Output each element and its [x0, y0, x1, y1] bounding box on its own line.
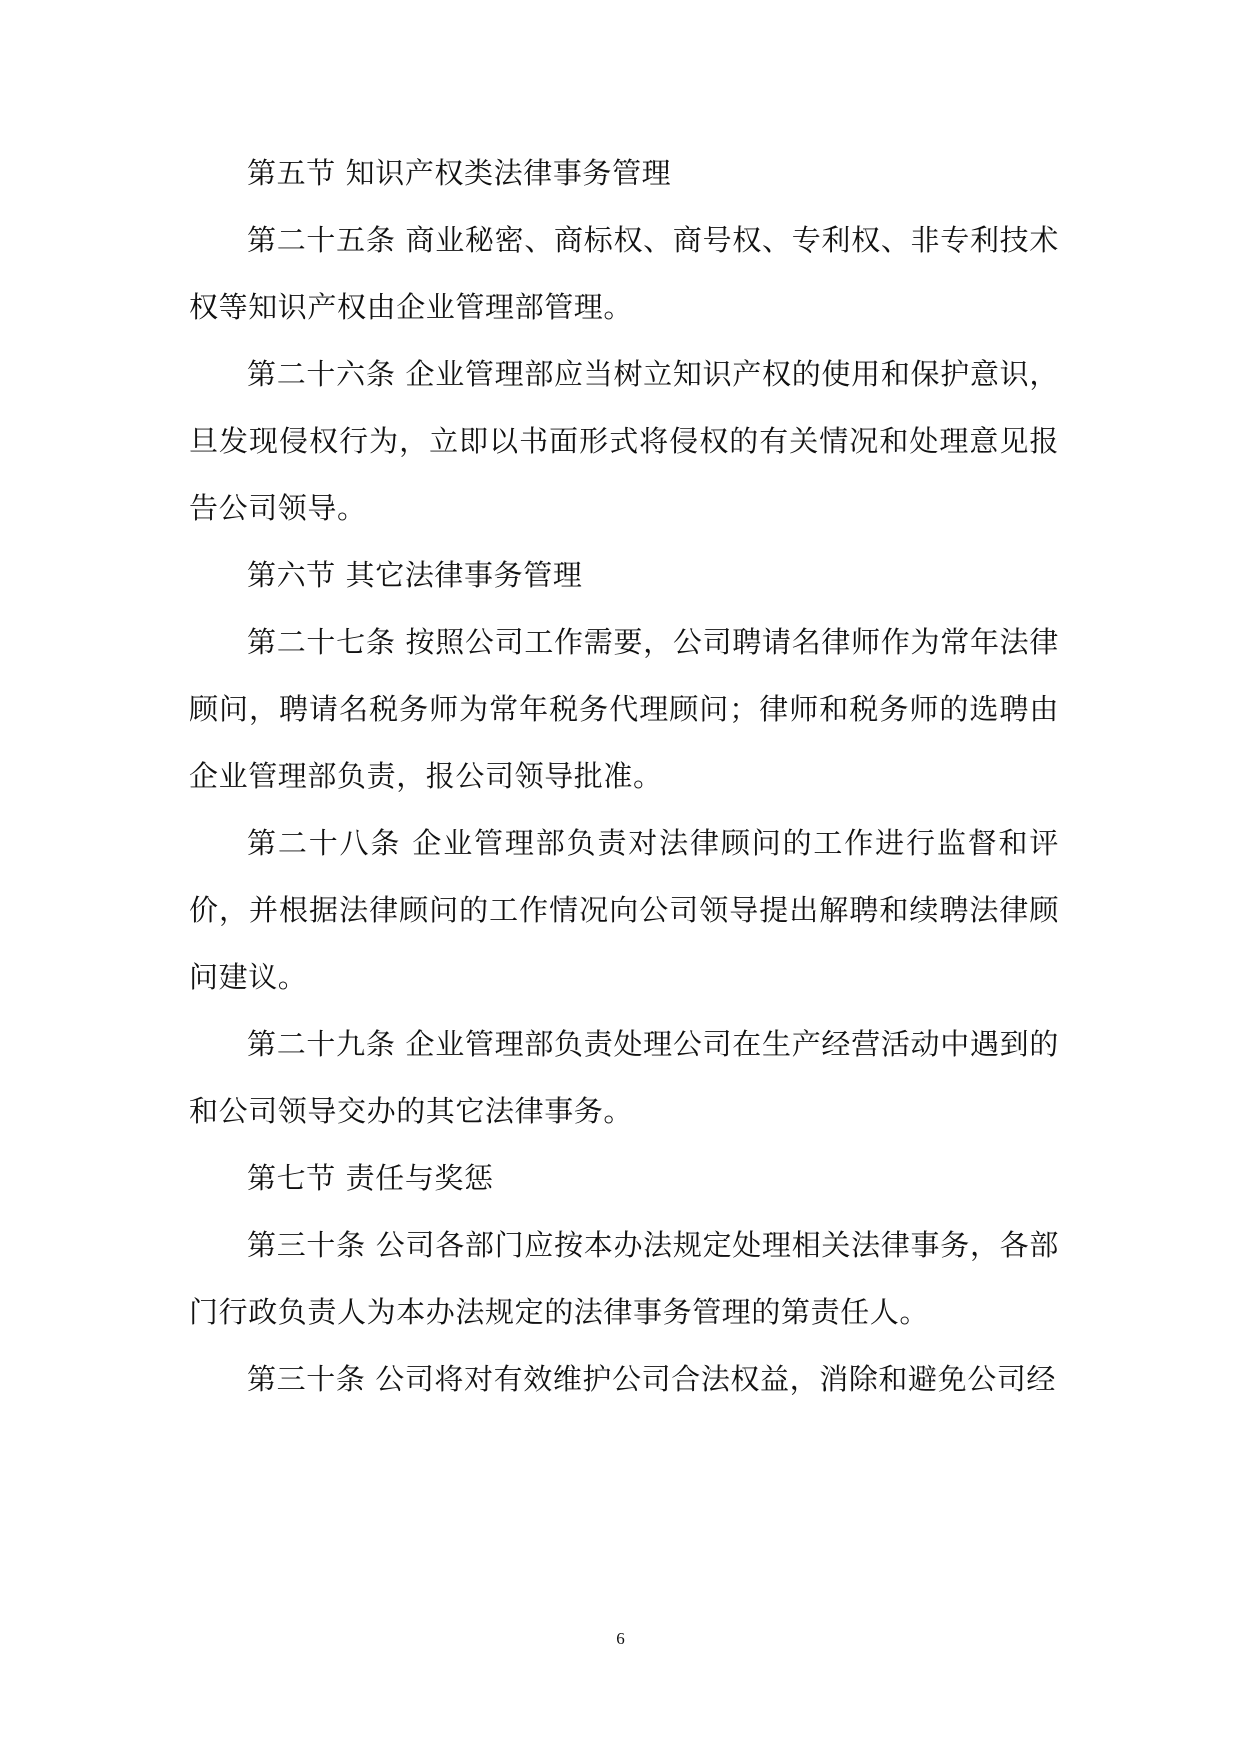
page-number: 6	[616, 1629, 625, 1648]
document-body	[189, 140, 1059, 1413]
article-30: 第三十条 公司各部门应按本办法规定处理相关法律事务，各部门行政负责人为本办法规定的法律事务管理的第责任人。	[189, 1228, 1059, 1329]
article-28: 第二十八条 企业管理部负责对法律顾问的工作进行监督和评价，并根据法律顾问的工作情况向公司领导提出解聘和续聘法律顾问建议。	[189, 826, 1059, 994]
article-29: 第二十九条 企业管理部负责处理公司在生产经营活动中遇到的和公司领导交办的其它法律事务。	[189, 1027, 1059, 1128]
section-heading-7: 第七节 责任与奖惩	[247, 1161, 494, 1195]
section-heading-5: 第五节 知识产权类法律事务管理	[247, 156, 672, 190]
section-heading-6: 第六节 其它法律事务管理	[247, 558, 583, 592]
article-25: 第二十五条 商业秘密、商标权、商号权、专利权、非专利技术权等知识产权由企业管理部管理。	[189, 223, 1059, 324]
article-26: 第二十六条 企业管理部应当树立知识产权的使用和保护意识，旦发现侵权行为，立即以书面形式将侵权的有关情况和处理意见报告公司领导。	[189, 357, 1059, 525]
article-27: 第二十七条 按照公司工作需要，公司聘请名律师作为常年法律顾问，聘请名税务师为常年税务代理顾问；律师和税务师的选聘由企业管理部负责，报公司领导批准。	[189, 625, 1059, 793]
article-30-continued: 第三十条 公司将对有效维护公司合法权益，消除和避免公司经	[247, 1362, 1057, 1396]
